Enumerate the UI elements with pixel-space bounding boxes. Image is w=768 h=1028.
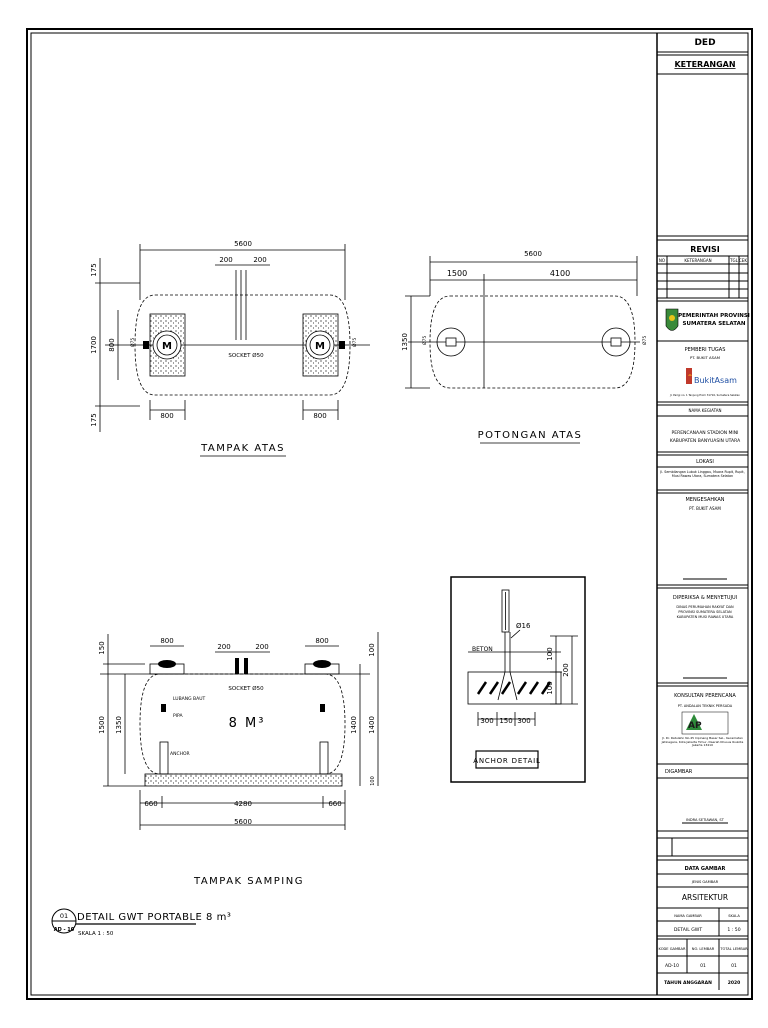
top-view-dim-left-bottom: 175 [90, 413, 98, 427]
side-view-dim-left-1: 150 [98, 641, 106, 655]
sheet-name-value: DETAIL GWT [673, 928, 703, 933]
side-view-dim-left-2: 1500 [98, 716, 106, 734]
sheet-title-text: DETAIL GWT PORTABLE 8 m³ [77, 912, 232, 923]
section-view-title: POTONGAN ATAS [477, 430, 583, 441]
revision-table [657, 256, 748, 298]
consultant-name: PT. ANDALAN TEKNIK PERSADA [677, 704, 733, 708]
consultant-logo [682, 712, 728, 734]
side-view-dim-right-4: 100 [370, 776, 376, 786]
sheet-title [52, 909, 231, 937]
revision-header: REVISI [690, 245, 720, 254]
province-logo [666, 309, 678, 331]
side-view [98, 632, 378, 887]
section-view-end-label-left: Ø75 [423, 335, 428, 345]
sponsor-logo [686, 368, 737, 385]
sponsor-name: PT. BUKIT ASAM [689, 355, 721, 360]
sponsor-label: PEMBERI TUGAS [684, 347, 726, 353]
anchor-detail-dim-right-2: 100 [546, 681, 554, 695]
checker-line-2: PROVINSI SUMATERA SELATAN [678, 610, 732, 614]
section-view [401, 250, 648, 443]
sheet-title-code: AD - 10 [53, 927, 75, 933]
checker-line-1: DINAS PERUMAHAN RAKYAT DAN [676, 605, 734, 609]
side-view-dim-bottom-3: 660 [328, 800, 342, 808]
sheet-name-label: NAMA GAMBAR [674, 914, 702, 918]
sponsor-address: Jl. Parigi no. 1 Tanjung Enim 31716, Sumatera Selatan [670, 394, 740, 397]
drawing-type-label: JENIS GAMBAR [691, 880, 719, 884]
revision-col-date: TGL [730, 258, 738, 263]
side-view-dim-right-2: 1400 [350, 716, 358, 734]
side-view-dim-top-2: 200 [217, 643, 231, 651]
anchor-detail-beton-label: BETON [472, 646, 493, 653]
section-view-dim-total: 5600 [524, 250, 542, 258]
top-view-dim-bottom-1: 800 [160, 412, 174, 420]
sheet-title-scale: SKALA 1 : 50 [78, 931, 114, 937]
side-view-base-slab [145, 774, 342, 786]
svg-text:AP: AP [688, 721, 702, 731]
anchor-detail [451, 577, 585, 782]
drawing-data-label: DATA GAMBAR [684, 866, 726, 872]
top-view-dim-total: 5600 [234, 240, 252, 248]
side-view-dim-top-3: 200 [255, 643, 269, 651]
top-view-dim-mid-1: 200 [219, 256, 233, 264]
side-view-label-anchor: ANCHOR [170, 752, 190, 757]
revision-col-desc: KETERANGAN [684, 258, 712, 263]
checker-line-3: KABUPATEN MUSI RAWAS UTARA [676, 615, 734, 619]
activity-name-1: PERENCANAAN STADION MINI [671, 431, 739, 436]
section-view-dim-left: 1350 [401, 333, 409, 351]
anchor-detail-bar-label: Ø16 [516, 622, 531, 630]
svg-text:M: M [162, 341, 172, 352]
revision-col-no: NO [658, 258, 666, 263]
side-view-manhole-right [305, 660, 339, 674]
title-block [657, 38, 750, 990]
svg-text:BukitAsam: BukitAsam [694, 376, 737, 385]
consultant-label: KONSULTAN PERENCANA [674, 693, 736, 699]
activity-label: NAMA KEGIATAN [688, 408, 722, 413]
anchor-detail-dim-right-1: 100 [546, 647, 554, 661]
sheet-outer-border [27, 29, 752, 999]
section-view-end-label-right: Ø75 [643, 335, 648, 345]
code-label: KODE GAMBAR [658, 947, 686, 951]
side-view-volume: 8 M³ [228, 716, 266, 731]
total-label: TOTAL LEMBAR [720, 947, 748, 951]
total-value: 01 [731, 964, 737, 969]
side-view-dim-bottom-1: 660 [144, 800, 158, 808]
approver-label: MENGESAHKAN [685, 497, 725, 503]
anchor-detail-title: ANCHOR DETAIL [473, 757, 541, 765]
approver-name: PT. BUKIT ASAM [689, 506, 721, 511]
top-view-dim-left-mid: 800 [108, 338, 116, 352]
side-view-dim-top-4: 800 [315, 637, 329, 645]
side-view-socket-label: SOCKET Ø50 [228, 686, 264, 692]
anchor-detail-dim-right-3: 200 [562, 663, 570, 677]
top-view-end-label-left: Ø75 [131, 337, 136, 347]
side-view-label-pipe: PIPA [173, 714, 183, 719]
year-value: 2020 [727, 981, 741, 986]
drawn-name: INDRA SETIAWAN, ST [686, 818, 724, 822]
sheet-title-number: 01 [59, 912, 69, 920]
anchor-detail-dim-bottom-3: 300 [517, 717, 531, 725]
notes-header: KETERANGAN [674, 60, 736, 69]
top-view-dim-left-total: 1700 [90, 336, 98, 354]
year-label: TAHUN ANGGARAN [664, 981, 712, 986]
code-value: AD-10 [665, 964, 679, 969]
scale-value: 1 : 50 [727, 928, 741, 933]
top-view-dim-mid-2: 200 [253, 256, 267, 264]
side-view-dim-left-3: 1350 [115, 716, 123, 734]
location-label: LOKASI [696, 459, 714, 465]
side-view-dim-top-1: 800 [160, 637, 174, 645]
anchor-detail-dim-bottom-1: 300 [480, 717, 494, 725]
checker-label: DIPERIKSA & MENYETUJUI [672, 595, 738, 601]
side-view-dim-bottom-2: 4280 [234, 800, 252, 808]
sheet-inner-border [31, 33, 748, 995]
section-view-dim-split-1: 1500 [446, 269, 468, 278]
svg-text:M: M [315, 341, 325, 352]
owner-line-2: SUMATERA SELATAN [682, 321, 746, 327]
consultant-address: Jl. Dr. Ratulahn No.45 Cipinang Besar Sel., Kecamatan Jatinegara, Kota Jakarta Timur, Daerah Khusus Ibukota Jakarta 13410 [661, 737, 744, 748]
drawn-label: DIGAMBAR [665, 769, 693, 775]
scale-label: SKALA [728, 914, 740, 918]
top-view-manhole-left [150, 314, 185, 376]
project-stage: DED [694, 38, 716, 48]
top-view-socket-label: SOCKET Ø50 [228, 353, 264, 359]
activity-name-2: KABUPATEN BANYUASIN UTARA [669, 439, 741, 444]
location-text: Jl. Sembilangan Lubuk Linggau, Muara Rupit, Rupit, Musi Rawas Utara, Sumatera Selatan [660, 470, 745, 478]
top-view-dim-bottom-2: 800 [313, 412, 327, 420]
side-view-dim-right-1: 100 [368, 643, 376, 657]
side-view-dim-right-3: 1400 [368, 716, 376, 734]
sheet-no-label: NO. LEMBAR [691, 947, 715, 951]
revision-col-check: CEK [739, 258, 747, 263]
section-view-dim-split-2: 4100 [549, 269, 571, 278]
owner-line-1: PEMERINTAH PROVINSI [678, 313, 750, 319]
side-view-manhole-left [150, 660, 184, 674]
top-view [90, 240, 370, 456]
discipline-value: ARSITEKTUR [681, 893, 729, 902]
top-view-end-label-right: Ø75 [353, 337, 358, 347]
anchor-detail-dim-bottom-2: 150 [499, 717, 513, 725]
top-view-manhole-right [303, 314, 338, 376]
side-view-dim-bottom-total: 5600 [234, 818, 252, 826]
side-view-label-bolt: LUBANG BAUT [173, 697, 206, 702]
top-view-dim-left-top: 175 [90, 263, 98, 277]
side-view-title: TAMPAK SAMPING [194, 876, 304, 887]
sheet-no-value: 01 [700, 964, 706, 969]
top-view-title: TAMPAK ATAS [201, 443, 285, 454]
